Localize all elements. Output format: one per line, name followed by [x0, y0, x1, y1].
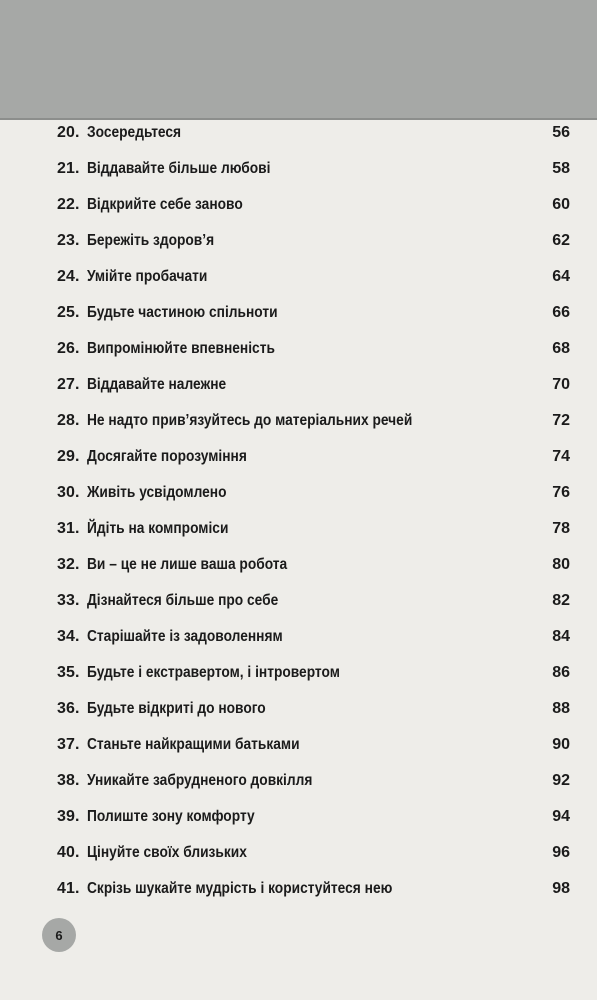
toc-entry[interactable] [0, 118, 597, 154]
toc-entry-title: Скрізь шукайте мудрість і користуйтеся нею [87, 880, 393, 897]
toc-entry-title: Будьте частиною спільноти [87, 304, 278, 321]
toc-entry-title: Віддавайте більше любові [87, 160, 271, 177]
toc-entry-number: 34. [57, 628, 80, 645]
toc-entry-page: 74 [552, 448, 570, 465]
toc-entry[interactable] [0, 406, 597, 442]
toc-entry-number: 20. [57, 124, 80, 141]
toc-entry-title: Ви – це не лише ваша робота [87, 556, 288, 573]
toc-entry-page: 66 [552, 304, 570, 321]
toc-entry-title: Полиште зону комфорту [87, 808, 255, 825]
toc-entry[interactable] [0, 730, 597, 766]
toc-entry[interactable] [0, 550, 597, 586]
toc-entry[interactable] [0, 802, 597, 838]
toc-entry-page: 84 [552, 628, 570, 645]
toc-entry-page: 58 [552, 160, 570, 177]
toc-entry-page: 78 [552, 520, 570, 537]
toc-entry-number: 27. [57, 376, 80, 393]
toc-entry-title: Зосередьтеся [87, 124, 182, 141]
toc-entry-title: Живіть усвідомлено [87, 484, 227, 501]
toc-entry-page: 70 [552, 376, 570, 393]
toc-entry[interactable] [0, 190, 597, 226]
toc-entry[interactable] [0, 694, 597, 730]
toc-entry-number: 29. [57, 448, 80, 465]
toc-entry-page: 88 [552, 700, 570, 717]
toc-entry-number: 33. [57, 592, 80, 609]
toc-entry-number: 28. [57, 412, 80, 429]
toc-entry-page: 60 [552, 196, 570, 213]
toc-entry-number: 25. [57, 304, 80, 321]
toc-entry-page: 86 [552, 664, 570, 681]
toc-entry-title: Досягайте порозуміння [87, 448, 247, 465]
toc-entry[interactable] [0, 298, 597, 334]
toc-entry-title: Старішайте із задоволенням [87, 628, 283, 645]
toc-entry-title: Будьте і екстравертом, і інтровертом [87, 664, 340, 681]
toc-entry-page: 98 [552, 880, 570, 897]
toc-entry-page: 68 [552, 340, 570, 357]
toc-entry-title: Бережіть здоров’я [87, 232, 215, 249]
toc-entry-number: 22. [57, 196, 80, 213]
toc-entry[interactable] [0, 370, 597, 406]
toc-entry-number: 38. [57, 772, 80, 789]
toc-entry-number: 31. [57, 520, 80, 537]
toc-entry-number: 39. [57, 808, 80, 825]
toc-entry-title: Станьте найкращими батьками [87, 736, 300, 753]
toc-entry-number: 24. [57, 268, 80, 285]
toc-entry[interactable] [0, 262, 597, 298]
toc-entry-page: 92 [552, 772, 570, 789]
page-number-badge [42, 918, 76, 952]
toc-entry-number: 21. [57, 160, 80, 177]
toc-entry[interactable] [0, 586, 597, 622]
toc-entry-page: 64 [552, 268, 570, 285]
toc-entry[interactable] [0, 658, 597, 694]
toc-entry-number: 35. [57, 664, 80, 681]
toc-entry-title: Дізнайтеся більше про себе [87, 592, 279, 609]
toc-entry-page: 80 [552, 556, 570, 573]
toc-entry-title: Випромінюйте впевненість [87, 340, 275, 357]
toc-entry-number: 23. [57, 232, 80, 249]
toc-entry-title: Цінуйте своїх близьких [87, 844, 247, 861]
toc-entry-title: Умійте пробачати [87, 268, 208, 285]
toc-entry[interactable] [0, 478, 597, 514]
toc-entry[interactable] [0, 442, 597, 478]
toc-entry-number: 32. [57, 556, 80, 573]
toc-entry-number: 37. [57, 736, 80, 753]
toc-entry[interactable] [0, 514, 597, 550]
toc-entry-page: 90 [552, 736, 570, 753]
toc-entry-title: Не надто прив’язуйтесь до матеріальних речей [87, 412, 413, 429]
toc-entry[interactable] [0, 334, 597, 370]
toc-entry[interactable] [0, 622, 597, 658]
toc-entry-title: Будьте відкриті до нового [87, 700, 266, 717]
toc-entry-title: Віддавайте належне [87, 376, 227, 393]
toc-entry-title: Відкрийте себе заново [87, 196, 243, 213]
toc-entry-page: 82 [552, 592, 570, 609]
table-of-contents [0, 118, 597, 918]
page-number: 6 [55, 927, 63, 943]
toc-entry-number: 40. [57, 844, 80, 861]
toc-entry-number: 36. [57, 700, 80, 717]
toc-entry-number: 41. [57, 880, 80, 897]
toc-entry-number: 30. [57, 484, 80, 501]
toc-entry-title: Уникайте забрудненого довкілля [87, 772, 313, 789]
toc-entry-title: Йдіть на компроміси [87, 520, 229, 537]
toc-entry-page: 62 [552, 232, 570, 249]
toc-entry-page: 72 [552, 412, 570, 429]
toc-entry[interactable] [0, 154, 597, 190]
toc-entry-number: 26. [57, 340, 80, 357]
header-band [0, 0, 597, 120]
toc-entry[interactable] [0, 226, 597, 262]
toc-entry[interactable] [0, 766, 597, 802]
toc-entry-page: 76 [552, 484, 570, 501]
toc-entry[interactable] [0, 838, 597, 874]
toc-entry-page: 56 [552, 124, 570, 141]
toc-entry-page: 94 [552, 808, 570, 825]
toc-entry[interactable] [0, 874, 597, 910]
toc-entry-page: 96 [552, 844, 570, 861]
